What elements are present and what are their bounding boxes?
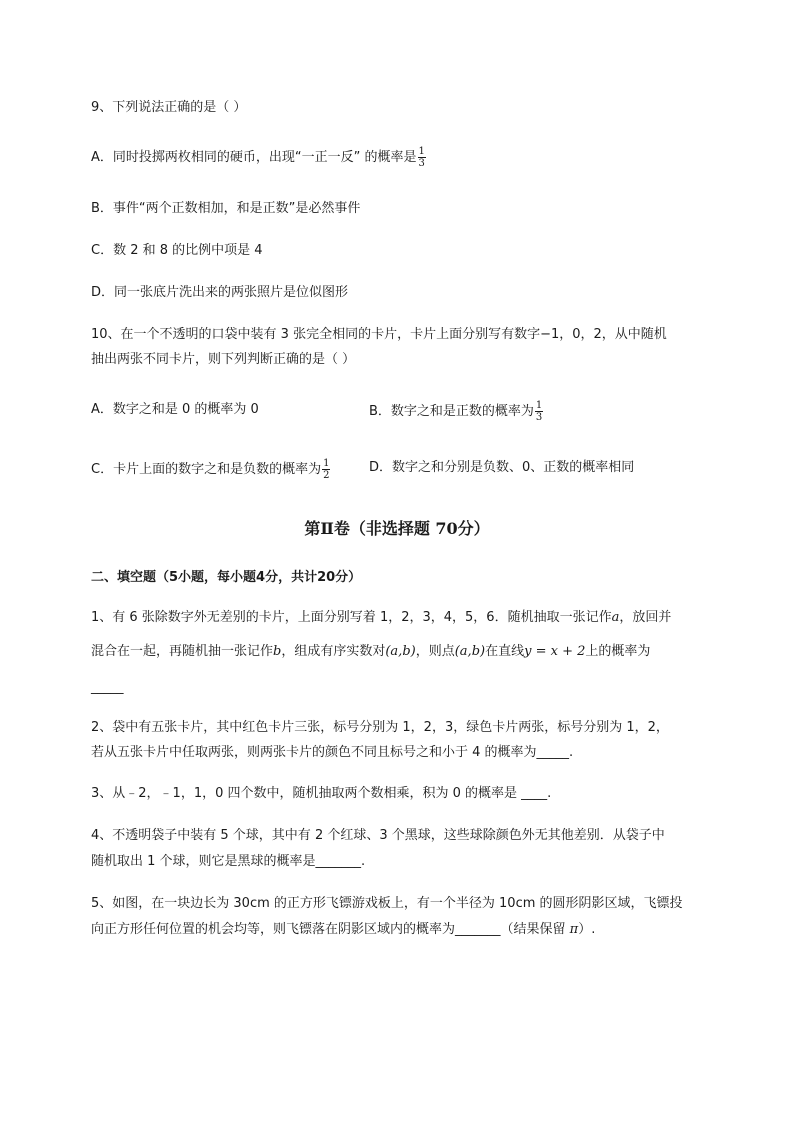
q10-option-a: A．数字之和是 0 的概率为 0 <box>91 402 259 417</box>
q10-option-c <box>91 458 330 481</box>
q9-option-d: D．同一张底片洗出来的两张照片是位似图形 <box>91 285 349 300</box>
line-equation: y = x + 2 <box>524 644 586 659</box>
variable-b: b <box>273 644 282 659</box>
fill5-line1: 5、如图，在一块边长为 30cm 的正方形飞镖游戏板上，有一个半径为 10cm 的圆形阴影区域，飞镖投 <box>91 896 683 911</box>
q9-option-c: C．数 2 和 8 的比例中项是 4 <box>91 243 263 258</box>
ordered-pair: (a,b) <box>385 644 416 659</box>
q10-option-b <box>369 400 543 423</box>
q10-option-c-text: C．卡片上面的数字之和是负数的概率为 <box>91 462 322 477</box>
q10-stem-line1: 10、在一个不透明的口袋中装有 3 张完全相同的卡片，卡片上面分别写有数字−1，0，2，从中随机 <box>91 327 667 342</box>
fill5-line2: 向正方形任何位置的机会均等，则飞镖落在阴影区域内的概率为_______（结果保留 π）. <box>91 922 596 937</box>
point-pair: (a,b) <box>454 644 486 659</box>
fill2-line1: 2、袋中有五张卡片，其中红色卡片三张，标号分别为 1，2，3，绿色卡片两张，标号分别为 1，2， <box>91 720 669 735</box>
q9-option-a <box>91 146 426 169</box>
fill3-line: 3、从﹣2，﹣1，1，0 四个数中，随机抽取两个数相乘，积为 0 的概率是 ____. <box>91 786 552 801</box>
variable-a: a <box>611 610 620 625</box>
fill4-line2: 随机取出 1 个球，则它是黑球的概率是_______. <box>91 854 366 869</box>
section-title: 第Ⅱ卷（非选择题 70分） <box>304 519 490 538</box>
fill2-line2: 若从五张卡片中任取两张，则两张卡片的颜色不同且标号之和小于 4 的概率为_____. <box>91 745 574 760</box>
q10-option-d: D．数字之和分别是负数、0、正数的概率相同 <box>369 460 635 475</box>
q10-option-b-text: B．数字之和是正数的概率为 <box>369 404 534 419</box>
q9-option-a-text: A．同时投掷两枚相同的硬币，出现“一正一反” 的概率是 <box>91 150 417 165</box>
fraction-one-third: $\frac{1}{3}$ <box>418 146 425 169</box>
fill4-line1: 4、不透明袋子中装有 5 个球，其中有 2 个红球、3 个黑球，这些球除颜色外无其他差别．从袋子中 <box>91 828 665 843</box>
fill1-line1: 1、有 6 张除数字外无差别的卡片，上面分别写着 1，2，3，4，5，6．随机抽取一张记作a，放回并 <box>91 610 672 625</box>
pi-symbol: π <box>569 922 579 937</box>
fraction-one-half: $\frac{1}{2}$ <box>323 458 330 481</box>
q10-stem-line2: 抽出两张不同卡片，则下列判断正确的是（ ） <box>91 352 356 367</box>
q9-option-b: B．事件“两个正数相加，和是正数”是必然事件 <box>91 201 361 216</box>
fill1-line2: 混合在一起，再随机抽一张记作b，组成有序实数对(a,b)，则点(a,b)在直线y = x + 2上的概率为 <box>91 644 651 659</box>
fill1-answer-blank: _____ <box>91 680 124 695</box>
q9-stem: 9、下列说法正确的是（ ） <box>91 100 247 115</box>
fraction-one-third: $\frac{1}{3}$ <box>535 400 543 423</box>
part2-title: 二、填空题（5小题，每小题4分，共计20分） <box>91 570 362 585</box>
